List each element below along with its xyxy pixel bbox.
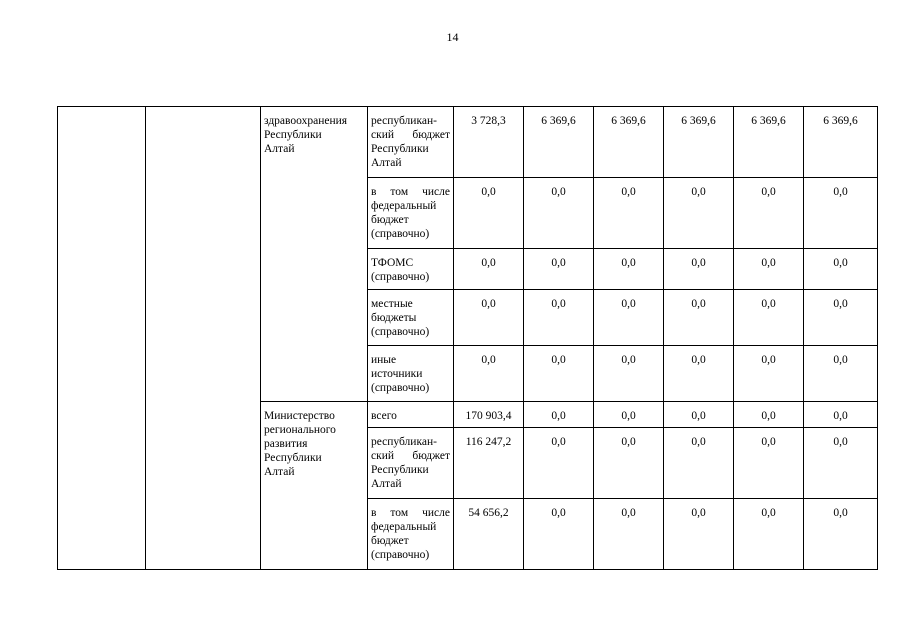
value-cell: 0,0 <box>524 428 594 499</box>
page-number: 14 <box>446 30 459 44</box>
value-cell: 6 369,6 <box>734 107 804 178</box>
value-cell: 0,0 <box>524 346 594 402</box>
value-cell: 0,0 <box>594 178 664 249</box>
empty-cell-program <box>146 107 261 570</box>
empty-cell-number <box>58 107 146 570</box>
value-cell: 0,0 <box>734 290 804 346</box>
value-cell: 0,0 <box>664 178 734 249</box>
value-cell: 0,0 <box>734 428 804 499</box>
value-cell: 0,0 <box>454 346 524 402</box>
funding-source-cell: в том числе федеральный бюджет (справочно) <box>368 499 454 570</box>
value-cell: 0,0 <box>594 428 664 499</box>
value-cell: 0,0 <box>804 249 878 290</box>
value-cell: 0,0 <box>594 249 664 290</box>
value-cell: 54 656,2 <box>454 499 524 570</box>
value-cell: 0,0 <box>594 290 664 346</box>
value-cell: 0,0 <box>734 346 804 402</box>
value-cell: 0,0 <box>734 402 804 428</box>
value-cell: 3 728,3 <box>454 107 524 178</box>
value-cell: 0,0 <box>524 402 594 428</box>
table-row <box>58 107 878 178</box>
value-cell: 0,0 <box>804 178 878 249</box>
value-cell: 6 369,6 <box>524 107 594 178</box>
value-cell: 6 369,6 <box>664 107 734 178</box>
organization-cell: Министерство регионального развития Республики Алтай <box>261 402 368 570</box>
value-cell: 0,0 <box>524 290 594 346</box>
value-cell: 116 247,2 <box>454 428 524 499</box>
value-cell: 0,0 <box>594 499 664 570</box>
funding-source-cell: местные бюджеты (справочно) <box>368 290 454 346</box>
value-cell: 0,0 <box>664 290 734 346</box>
value-cell: 0,0 <box>664 249 734 290</box>
value-cell: 0,0 <box>664 428 734 499</box>
value-cell: 0,0 <box>804 402 878 428</box>
value-cell: 0,0 <box>454 290 524 346</box>
value-cell: 0,0 <box>524 499 594 570</box>
value-cell: 0,0 <box>454 249 524 290</box>
funding-source-cell: республикан- ский бюджет Республики Алтай <box>368 428 454 499</box>
value-cell: 6 369,6 <box>594 107 664 178</box>
value-cell: 0,0 <box>804 290 878 346</box>
value-cell: 0,0 <box>734 499 804 570</box>
value-cell: 0,0 <box>734 249 804 290</box>
value-cell: 0,0 <box>734 178 804 249</box>
value-cell: 0,0 <box>804 499 878 570</box>
funding-source-cell: иные источники (справочно) <box>368 346 454 402</box>
value-cell: 170 903,4 <box>454 402 524 428</box>
value-cell: 0,0 <box>664 402 734 428</box>
funding-source-cell: республикан- ский бюджет Республики Алтай <box>368 107 454 178</box>
organization-cell: здравоохранения Республики Алтай <box>261 107 368 402</box>
value-cell: 0,0 <box>804 428 878 499</box>
funding-source-cell: в том числе федеральный бюджет (справочно) <box>368 178 454 249</box>
value-cell: 0,0 <box>454 178 524 249</box>
funding-source-cell: всего <box>368 402 454 428</box>
value-cell: 0,0 <box>524 178 594 249</box>
value-cell: 0,0 <box>804 346 878 402</box>
value-cell: 0,0 <box>664 346 734 402</box>
value-cell: 0,0 <box>664 499 734 570</box>
value-cell: 0,0 <box>594 402 664 428</box>
value-cell: 0,0 <box>524 249 594 290</box>
value-cell: 0,0 <box>594 346 664 402</box>
funding-source-cell: ТФОМС (справочно) <box>368 249 454 290</box>
value-cell: 6 369,6 <box>804 107 878 178</box>
budget-table <box>57 106 878 570</box>
